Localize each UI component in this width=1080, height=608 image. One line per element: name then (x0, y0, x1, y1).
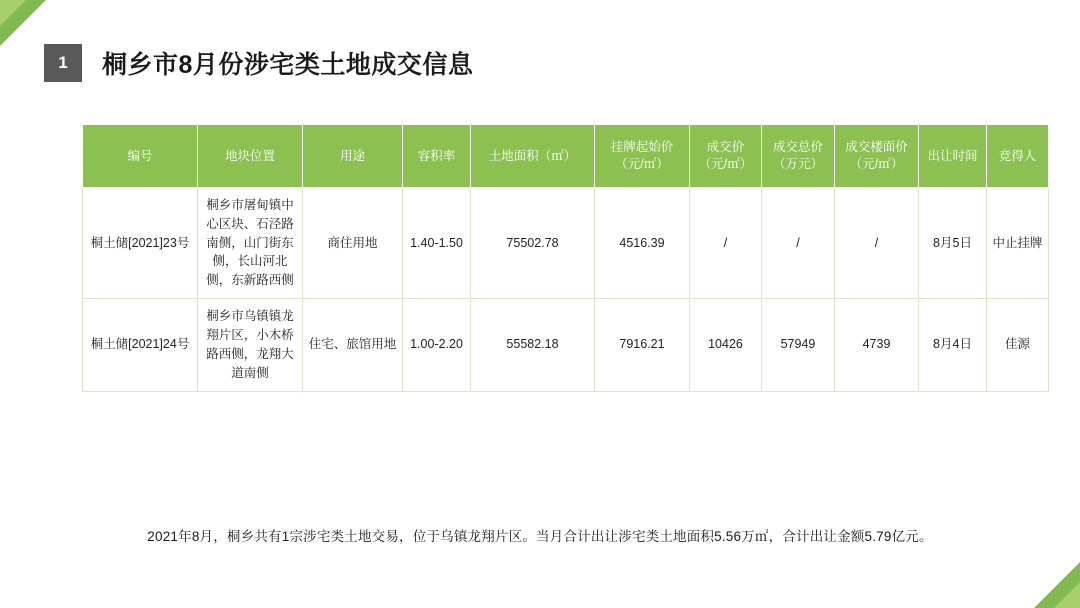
cell-start-price: 4516.39 (595, 188, 690, 299)
column-header-date (919, 125, 987, 188)
column-header-deal-price (690, 125, 762, 188)
land-transaction-table (82, 124, 1049, 392)
cell-total-price: / (762, 188, 835, 299)
column-header-id-line1: 编号 (127, 148, 153, 163)
column-header-total-price (762, 125, 835, 188)
column-header-start-price-line2: （元/㎡） (615, 157, 669, 171)
column-header-floor-price-line2: （元/㎡） (849, 157, 904, 171)
column-header-start-price-line1: 挂牌起始价 (610, 140, 674, 155)
column-header-start-price (595, 125, 690, 188)
column-header-use (303, 125, 403, 188)
column-header-id (83, 125, 198, 188)
column-header-floor-price-line1: 成交楼面价 (845, 140, 908, 155)
column-header-land-area (471, 125, 595, 188)
column-header-deal-price-line2: （元/㎡） (698, 157, 753, 171)
column-header-winner-line1: 竞得人 (998, 148, 1037, 163)
slide-number-badge: 1 (44, 44, 82, 82)
column-header-date-line1: 出让时间 (927, 148, 978, 163)
cell-land-area: 55582.18 (471, 298, 595, 391)
cell-winner: 佳源 (987, 298, 1049, 391)
cell-date: 8月5日 (919, 188, 987, 299)
cell-location: 桐乡市乌镇镇龙翔片区，小木桥路西侧，龙翔大道南侧 (198, 298, 303, 391)
column-header-location-line1: 地块位置 (224, 148, 275, 163)
cell-floor-price: 4739 (835, 298, 919, 391)
column-header-far-line1: 容积率 (417, 148, 456, 163)
summary-note: 2021年8月，桐乡共有1宗涉宅类土地交易，位于乌镇龙翔片区。当月合计出让涉宅类土地面积5.56万㎡，合计出让金额5.79亿元。 (147, 529, 933, 544)
slide-title-row (44, 44, 473, 82)
cell-start-price: 7916.21 (595, 298, 690, 391)
cell-total-price: 57949 (762, 298, 835, 391)
cell-id: 桐土储[2021]23号 (83, 188, 198, 299)
corner-decoration-top-left-inner (0, 0, 26, 26)
cell-deal-price: / (690, 188, 762, 299)
column-header-deal-price-line1: 成交价 (706, 140, 745, 155)
column-header-land-area-line1: 土地面积（㎡） (488, 148, 577, 163)
cell-date: 8月4日 (919, 298, 987, 391)
cell-far: 1.00-2.20 (403, 298, 471, 391)
table-row (83, 188, 1049, 299)
table-header-row (83, 125, 1049, 188)
column-header-location (198, 125, 303, 188)
cell-winner: 中止挂牌 (987, 188, 1049, 299)
page-title: 桐乡市8月份涉宅类土地成交信息 (102, 51, 474, 79)
column-header-total-price-line2: （万元） (772, 157, 823, 171)
column-header-use-line1: 用途 (339, 148, 365, 163)
table-row (83, 298, 1049, 391)
cell-use: 住宅、旅馆用地 (303, 298, 403, 391)
column-header-winner (987, 125, 1049, 188)
cell-far: 1.40-1.50 (403, 188, 471, 299)
cell-id: 桐土储[2021]24号 (83, 298, 198, 391)
column-header-total-price-line1: 成交总价 (772, 140, 823, 155)
cell-land-area: 75502.78 (471, 188, 595, 299)
column-header-far (403, 125, 471, 188)
cell-location: 桐乡市屠甸镇中心区块、石泾路南侧，山门街东侧，长山河北侧，东新路西侧 (198, 188, 303, 299)
column-header-floor-price (835, 125, 919, 188)
corner-decoration-bottom-right-inner (1054, 582, 1080, 608)
cell-floor-price: / (835, 188, 919, 299)
cell-deal-price: 10426 (690, 298, 762, 391)
cell-use: 商住用地 (303, 188, 403, 299)
